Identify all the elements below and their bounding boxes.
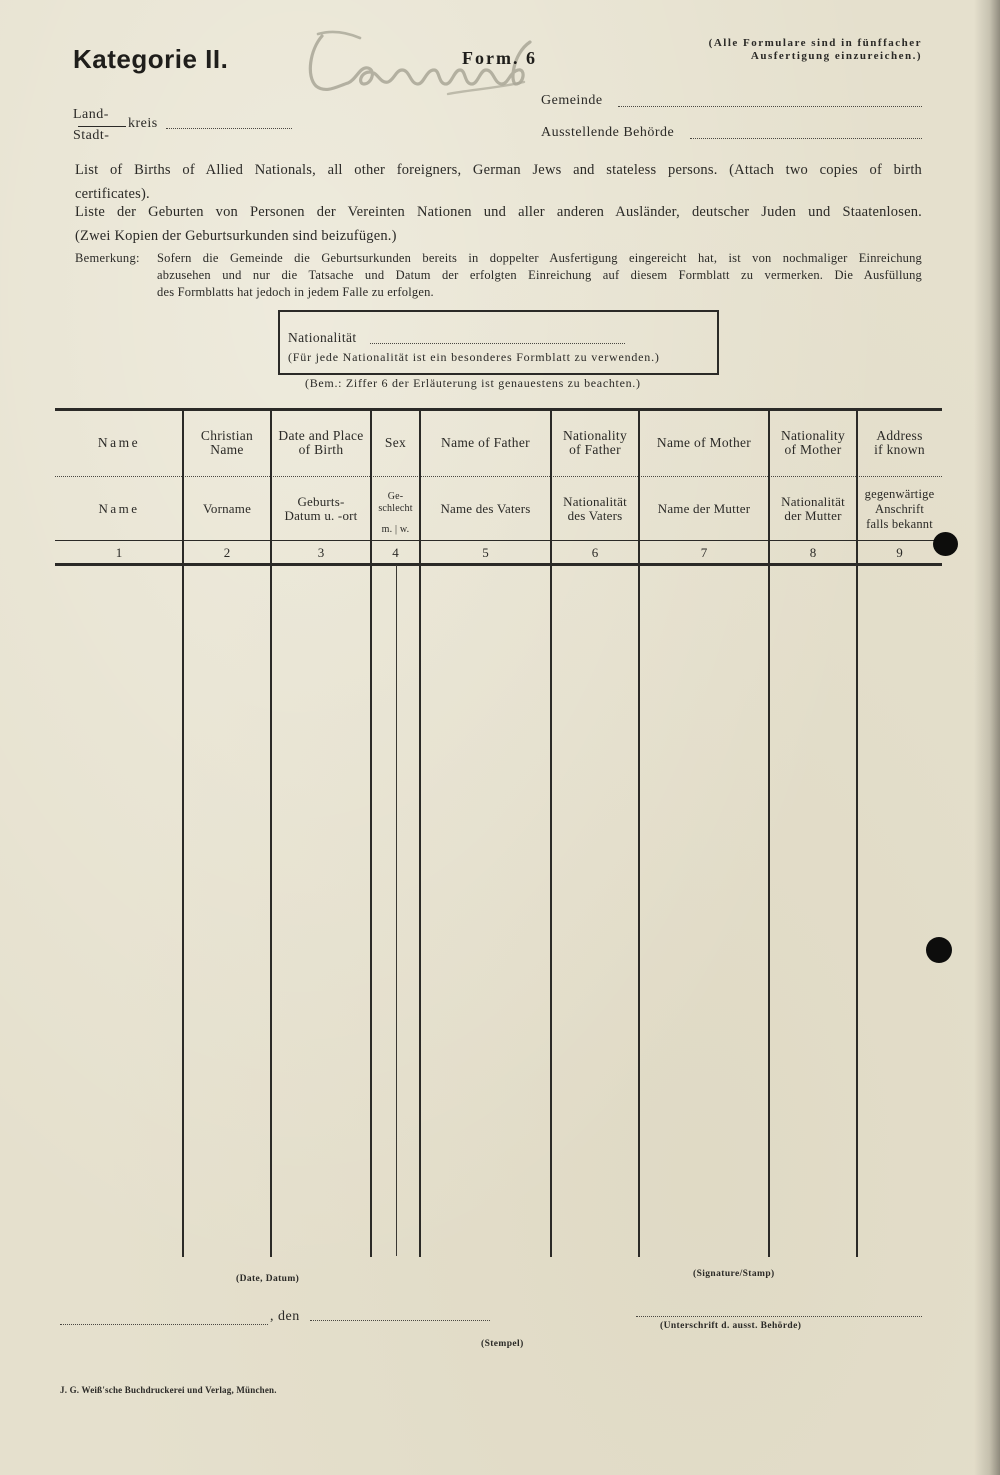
printer-imprint: J. G. Weiß'sche Buchdruckerei und Verlag, München. xyxy=(60,1385,277,1395)
sex-subcolumn-divider xyxy=(396,565,397,1256)
header-en-nationality-mother: Nationality of Mother xyxy=(780,428,846,457)
gemeinde-field-line xyxy=(618,106,922,107)
header-en-christian-name: Christian Name xyxy=(200,428,254,457)
date-field-line xyxy=(310,1320,490,1321)
submission-note-line-1: (Alle Formulare sind in fünffacher xyxy=(708,37,922,49)
gemeinde-label: Gemeinde xyxy=(541,93,603,108)
column-number: 8 xyxy=(809,544,817,560)
column-number: 6 xyxy=(591,544,599,560)
header-en-name: Name xyxy=(97,435,141,450)
header-de-name: Name xyxy=(98,501,140,516)
kreis-label: kreis xyxy=(128,116,158,131)
submission-note-line-2: Ausfertigung einzureichen.) xyxy=(750,50,922,62)
header-en-name-of-mother: Name of Mother xyxy=(656,435,752,450)
header-de-anschrift: gegenwärtige Anschrift falls bekannt xyxy=(864,486,935,531)
header-de-nationalitaet-vaters: Nationalität des Vaters xyxy=(563,494,627,523)
german-instructions xyxy=(75,200,922,248)
den-label: , den xyxy=(270,1309,300,1324)
column-number: 1 xyxy=(115,544,123,560)
header-de-geburtsdatum-ort: Geburts- Datum u. -ort xyxy=(284,494,358,523)
hole-punch-icon xyxy=(933,532,958,556)
header-en-sex: Sex xyxy=(384,435,407,450)
stadt-label: Stadt- xyxy=(73,128,110,143)
header-de-geschlecht-label: Ge- schlecht xyxy=(378,491,413,514)
header-en-name-of-father: Name of Father xyxy=(441,435,530,450)
english-line-1: List of Births of Allied Nationals, all other foreigners, German Jews and stateless persons. (Attach two copies of birth xyxy=(75,162,922,178)
nationality-label: Nationalität xyxy=(288,330,357,345)
header-en-address: Address if known xyxy=(874,428,925,457)
column-number: 9 xyxy=(896,544,903,560)
nationality-field-line xyxy=(370,343,625,344)
german-line-1: Liste der Geburten von Personen der Vereinten Nationen und aller anderen Ausländer, deutscher Juden und Staatenlosen. xyxy=(75,204,922,220)
hole-punch-icon xyxy=(926,937,952,963)
date-label: (Date, Datum) xyxy=(236,1274,300,1284)
english-instructions xyxy=(75,158,922,206)
category-title: Kategorie II. xyxy=(73,44,229,74)
column-number: 4 xyxy=(392,544,399,560)
nationality-note: (Für jede Nationalität ist ein besonderes Formblatt zu verwenden.) xyxy=(288,350,660,364)
table-number-row-rule xyxy=(55,540,942,541)
kreis-field-line xyxy=(166,128,292,129)
header-de-vorname: Vorname xyxy=(202,501,252,516)
remark-line-3: des Formblatts hat jedoch in jedem Falle zu erfolgen. xyxy=(157,285,434,299)
behoerde-field-line xyxy=(690,138,922,139)
remark-label: Bemerkung: xyxy=(75,251,140,265)
column-number: 3 xyxy=(317,544,325,560)
remark-line-1: Sofern die Gemeinde die Geburtsurkunden bereits in doppelter Ausfertigung eingereicht hat, ist von nochmaliger Einreichung xyxy=(157,251,922,265)
land-label: Land- xyxy=(73,107,109,122)
header-en-nationality-father: Nationality of Father xyxy=(562,428,628,457)
column-number: 7 xyxy=(700,544,708,560)
header-de-geschlecht xyxy=(371,479,420,539)
remark-text xyxy=(157,250,922,301)
nationality-remark: (Bem.: Ziffer 6 der Erläuterung ist genauestens zu beachten.) xyxy=(305,376,641,390)
column-number: 2 xyxy=(223,544,231,560)
table-header-bottom-rule xyxy=(55,563,942,566)
land-stadt-divider xyxy=(78,126,126,127)
header-de-sex-subheader: m. | w. xyxy=(381,524,410,535)
header-de-name-des-vaters: Name des Vaters xyxy=(440,501,531,516)
header-de-nationalitaet-mutter: Nationalität der Mutter xyxy=(781,494,845,523)
stamp-label: (Stempel) xyxy=(481,1339,524,1349)
column-number: 5 xyxy=(482,544,489,560)
form-number: Form. 6 xyxy=(462,48,537,68)
submission-note xyxy=(592,37,922,63)
signature-stamp-label: (Signature/Stamp) xyxy=(693,1269,775,1279)
signature-label: (Unterschrift d. ausst. Behörde) xyxy=(660,1321,802,1331)
signature-field-line xyxy=(636,1316,922,1317)
german-line-2: (Zwei Kopien der Geburtsurkunden sind beizufügen.) xyxy=(75,228,397,244)
behoerde-label: Ausstellende Behörde xyxy=(541,125,675,140)
table-language-divider xyxy=(55,476,942,477)
paper-edge-shadow xyxy=(974,0,1000,1475)
remark-line-2: abzusehen und nur die Tatsache und Datum der erfolgten Einreichung auf diesem Formblatt zu vermerken. Die Ausfüllung xyxy=(157,268,922,282)
header-de-name-der-mutter: Name der Mutter xyxy=(657,501,751,516)
table-top-rule xyxy=(55,408,942,411)
header-en-date-place-birth: Date and Place of Birth xyxy=(278,428,364,457)
place-field-line xyxy=(60,1324,268,1325)
english-line-2: certificates). xyxy=(75,186,150,202)
